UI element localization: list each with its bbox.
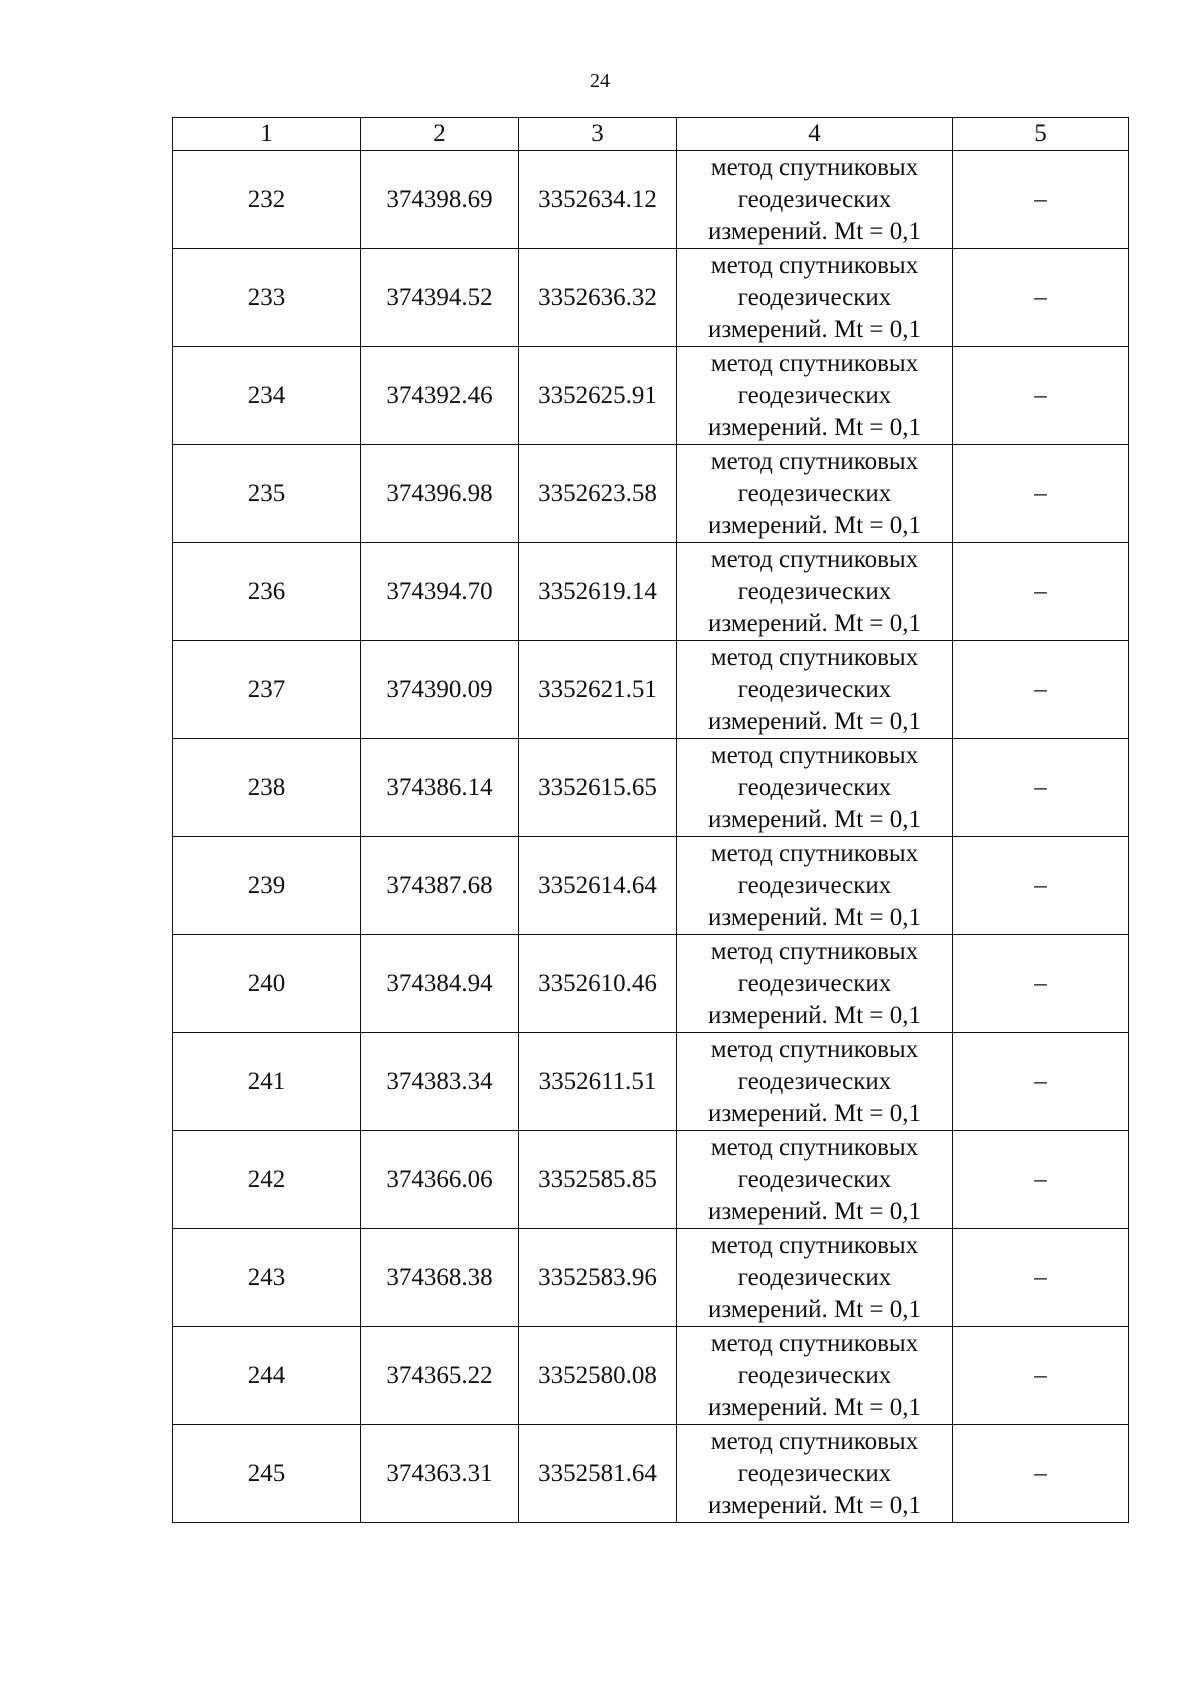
method-line: измерений. Mt = 0,1 [707, 1001, 922, 1029]
method-line: геодезических [737, 675, 892, 703]
method-cell [677, 347, 953, 445]
method-line: измерений. Mt = 0,1 [707, 511, 922, 539]
method-line: геодезических [737, 871, 892, 899]
table-row [173, 1327, 1129, 1425]
method-line: метод спутниковых [710, 153, 919, 181]
method-line: измерений. Mt = 0,1 [707, 217, 922, 245]
y-coordinate-cell: 3352610.46 [519, 935, 677, 1033]
table-row [173, 151, 1129, 249]
method-cell [677, 1033, 953, 1131]
point-number-cell: 244 [173, 1327, 361, 1425]
y-coordinate-cell: 3352614.64 [519, 837, 677, 935]
method-line: геодезических [737, 1459, 892, 1487]
method-line: метод спутниковых [710, 1329, 919, 1357]
note-cell: – [953, 837, 1129, 935]
x-coordinate-cell: 374366.06 [361, 1131, 519, 1229]
method-line: метод спутниковых [710, 741, 919, 769]
method-line: геодезических [737, 1067, 892, 1095]
x-coordinate-cell: 374396.98 [361, 445, 519, 543]
x-coordinate-cell: 374386.14 [361, 739, 519, 837]
table-row [173, 543, 1129, 641]
method-cell [677, 1131, 953, 1229]
method-cell [677, 543, 953, 641]
x-coordinate-cell: 374390.09 [361, 641, 519, 739]
method-cell [677, 1425, 953, 1523]
table-row [173, 739, 1129, 837]
y-coordinate-cell: 3352625.91 [519, 347, 677, 445]
method-line: измерений. Mt = 0,1 [707, 805, 922, 833]
method-line: метод спутниковых [710, 349, 919, 377]
y-coordinate-cell: 3352581.64 [519, 1425, 677, 1523]
method-line: метод спутниковых [710, 839, 919, 867]
method-line: измерений. Mt = 0,1 [707, 1393, 922, 1421]
x-coordinate-cell: 374387.68 [361, 837, 519, 935]
header-col-2: 2 [361, 118, 519, 151]
method-line: геодезических [737, 1263, 892, 1291]
x-coordinate-cell: 374383.34 [361, 1033, 519, 1131]
method-line: геодезических [737, 479, 892, 507]
table-row [173, 1131, 1129, 1229]
method-line: метод спутниковых [710, 1133, 919, 1161]
y-coordinate-cell: 3352583.96 [519, 1229, 677, 1327]
note-cell: – [953, 1033, 1129, 1131]
x-coordinate-cell: 374384.94 [361, 935, 519, 1033]
y-coordinate-cell: 3352623.58 [519, 445, 677, 543]
table-row [173, 445, 1129, 543]
method-line: геодезических [737, 1165, 892, 1193]
table-row [173, 935, 1129, 1033]
point-number-cell: 236 [173, 543, 361, 641]
table-row [173, 1033, 1129, 1131]
table-body [173, 151, 1129, 1523]
method-cell [677, 739, 953, 837]
y-coordinate-cell: 3352634.12 [519, 151, 677, 249]
method-line: геодезических [737, 577, 892, 605]
table-row [173, 837, 1129, 935]
y-coordinate-cell: 3352636.32 [519, 249, 677, 347]
point-number-cell: 232 [173, 151, 361, 249]
method-line: метод спутниковых [710, 937, 919, 965]
table-row [173, 347, 1129, 445]
method-line: измерений. Mt = 0,1 [707, 903, 922, 931]
method-line: геодезических [737, 1361, 892, 1389]
note-cell: – [953, 445, 1129, 543]
note-cell: – [953, 543, 1129, 641]
point-number-cell: 245 [173, 1425, 361, 1523]
method-line: метод спутниковых [710, 1035, 919, 1063]
method-line: метод спутниковых [710, 447, 919, 475]
method-line: измерений. Mt = 0,1 [707, 1197, 922, 1225]
note-cell: – [953, 249, 1129, 347]
method-line: измерений. Mt = 0,1 [707, 609, 922, 637]
page-number: 24 [590, 70, 610, 92]
note-cell: – [953, 151, 1129, 249]
method-line: измерений. Mt = 0,1 [707, 707, 922, 735]
table-header [173, 118, 1129, 151]
point-number-cell: 235 [173, 445, 361, 543]
note-cell: – [953, 935, 1129, 1033]
y-coordinate-cell: 3352619.14 [519, 543, 677, 641]
x-coordinate-cell: 374398.69 [361, 151, 519, 249]
header-col-5: 5 [953, 118, 1129, 151]
method-cell [677, 1327, 953, 1425]
method-line: метод спутниковых [710, 643, 919, 671]
method-line: метод спутниковых [710, 545, 919, 573]
note-cell: – [953, 1131, 1129, 1229]
method-line: измерений. Mt = 0,1 [707, 413, 922, 441]
point-number-cell: 243 [173, 1229, 361, 1327]
method-line: метод спутниковых [710, 1427, 919, 1455]
x-coordinate-cell: 374394.70 [361, 543, 519, 641]
point-number-cell: 239 [173, 837, 361, 935]
point-number-cell: 233 [173, 249, 361, 347]
method-line: геодезических [737, 969, 892, 997]
y-coordinate-cell: 3352585.85 [519, 1131, 677, 1229]
method-cell [677, 837, 953, 935]
table-row [173, 1425, 1129, 1523]
header-col-4: 4 [677, 118, 953, 151]
table-row [173, 249, 1129, 347]
method-cell [677, 249, 953, 347]
x-coordinate-cell: 374392.46 [361, 347, 519, 445]
y-coordinate-cell: 3352621.51 [519, 641, 677, 739]
method-line: измерений. Mt = 0,1 [707, 1295, 922, 1323]
header-row [173, 118, 1129, 151]
method-line: геодезических [737, 283, 892, 311]
y-coordinate-cell: 3352611.51 [519, 1033, 677, 1131]
note-cell: – [953, 1327, 1129, 1425]
method-cell [677, 445, 953, 543]
note-cell: – [953, 1229, 1129, 1327]
method-line: метод спутниковых [710, 251, 919, 279]
note-cell: – [953, 1425, 1129, 1523]
x-coordinate-cell: 374368.38 [361, 1229, 519, 1327]
table-row [173, 1229, 1129, 1327]
table-row [173, 641, 1129, 739]
method-line: геодезических [737, 773, 892, 801]
method-cell [677, 641, 953, 739]
x-coordinate-cell: 374365.22 [361, 1327, 519, 1425]
method-cell [677, 1229, 953, 1327]
point-number-cell: 242 [173, 1131, 361, 1229]
method-line: геодезических [737, 381, 892, 409]
method-line: измерений. Mt = 0,1 [707, 1099, 922, 1127]
method-cell [677, 151, 953, 249]
x-coordinate-cell: 374363.31 [361, 1425, 519, 1523]
method-line: метод спутниковых [710, 1231, 919, 1259]
note-cell: – [953, 641, 1129, 739]
coordinates-table [172, 117, 1129, 1523]
note-cell: – [953, 739, 1129, 837]
header-col-1: 1 [173, 118, 361, 151]
y-coordinate-cell: 3352580.08 [519, 1327, 677, 1425]
point-number-cell: 238 [173, 739, 361, 837]
method-cell [677, 935, 953, 1033]
note-cell: – [953, 347, 1129, 445]
method-line: измерений. Mt = 0,1 [707, 1491, 922, 1519]
y-coordinate-cell: 3352615.65 [519, 739, 677, 837]
point-number-cell: 237 [173, 641, 361, 739]
point-number-cell: 241 [173, 1033, 361, 1131]
x-coordinate-cell: 374394.52 [361, 249, 519, 347]
point-number-cell: 240 [173, 935, 361, 1033]
method-line: измерений. Mt = 0,1 [707, 315, 922, 343]
header-col-3: 3 [519, 118, 677, 151]
method-line: геодезических [737, 185, 892, 213]
point-number-cell: 234 [173, 347, 361, 445]
